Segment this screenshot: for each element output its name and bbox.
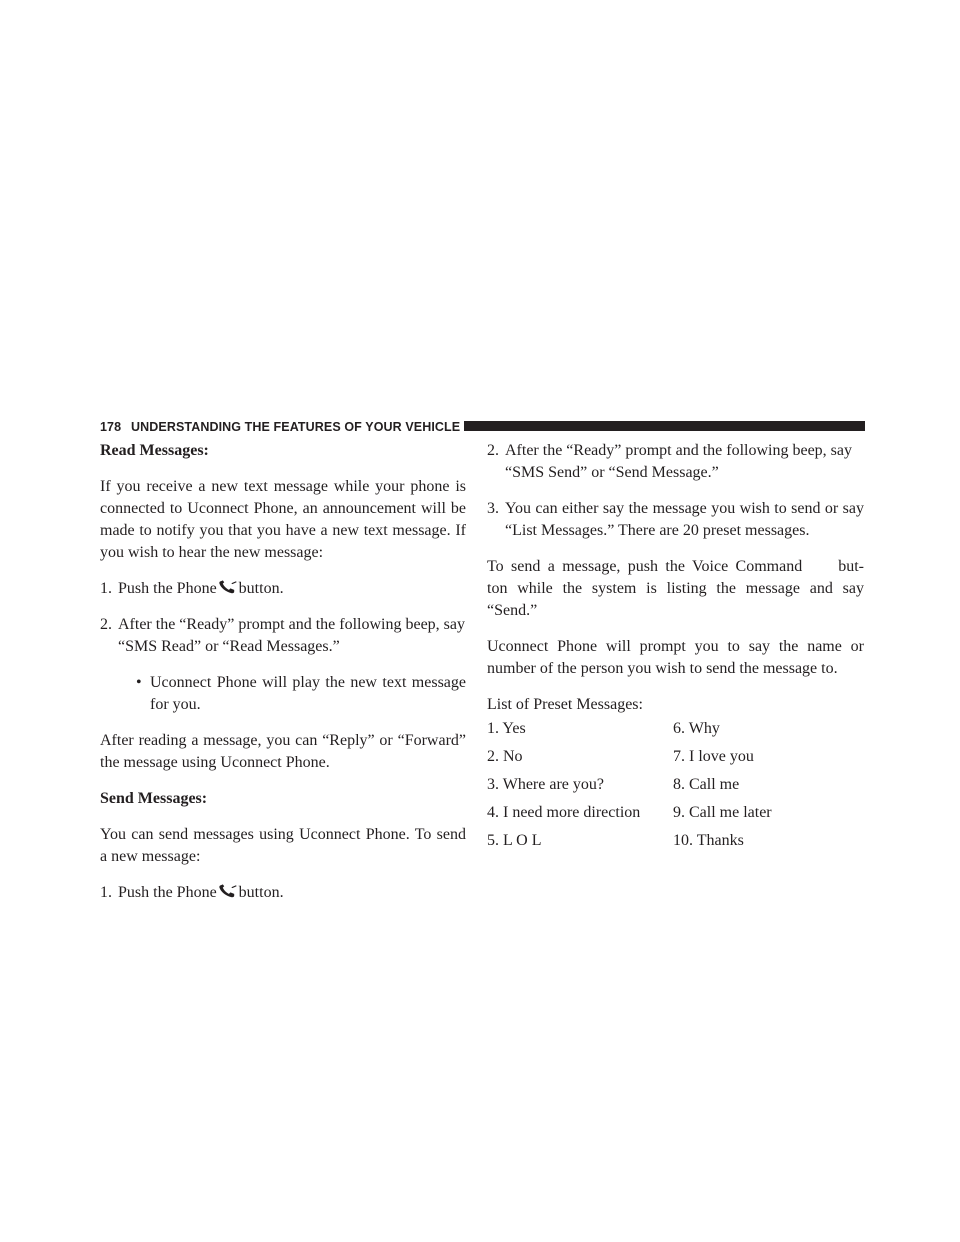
step-text-after: button. xyxy=(238,580,284,597)
header-rule xyxy=(464,421,865,431)
bullet-text: Uconnect Phone will play the new text message for you. xyxy=(150,674,466,713)
preset-row xyxy=(487,746,864,774)
phone-icon xyxy=(219,580,238,594)
read-intro-paragraph: If you receive a new text message while your phone is connected to Uconnect Phone, an announcement will be made to notify you that you have a new text message. If you wish to hear the new message: xyxy=(100,478,466,561)
preset-item: 9. Call me later xyxy=(673,804,772,821)
read-messages-heading: Read Messages: xyxy=(100,442,209,459)
send-intro-paragraph: You can send messages using Uconnect Phone. To send a new message: xyxy=(100,826,466,865)
preset-row xyxy=(487,718,864,746)
read-step-2 xyxy=(100,614,466,658)
preset-list-title: List of Preset Messages: xyxy=(487,696,643,713)
step-text: After the “Ready” prompt and the following beep, say “SMS Send” or “Send Message.” xyxy=(505,442,852,481)
preset-row xyxy=(487,802,864,830)
step-text: Push the Phone xyxy=(118,884,217,901)
bullet-mark: • xyxy=(136,674,142,691)
preset-item: 4. I need more direction xyxy=(487,804,641,821)
preset-item: 5. L O L xyxy=(487,832,542,849)
preset-item: 1. Yes xyxy=(487,720,526,737)
preset-item: 7. I love you xyxy=(673,748,754,765)
step-number: 1. xyxy=(100,580,112,597)
step-text: Push the Phone xyxy=(118,580,217,597)
left-column xyxy=(100,440,466,904)
preset-item: 10. Thanks xyxy=(673,832,744,849)
step-number: 3. xyxy=(487,500,499,517)
after-reading-paragraph: After reading a message, you can “Reply” or “Forward” the message using Uconnect Phone. xyxy=(100,732,466,771)
preset-item: 8. Call me xyxy=(673,776,740,793)
prompt-paragraph: Uconnect Phone will prompt you to say the name or number of the person you wish to send the message to. xyxy=(487,638,864,677)
read-bullet xyxy=(136,672,466,716)
send-step-3 xyxy=(487,498,864,542)
send-messages-heading: Send Messages: xyxy=(100,790,208,807)
preset-row xyxy=(487,830,864,858)
voice-command-text-after: but- ton while the system is listing the message and say “Send.” xyxy=(487,558,864,619)
step-number: 1. xyxy=(100,884,112,901)
voice-command-paragraph xyxy=(487,556,864,622)
phone-icon xyxy=(219,884,238,898)
preset-row xyxy=(487,774,864,802)
voice-command-text: To send a message, push the Voice Command xyxy=(487,558,803,575)
step-text: You can either say the message you wish to send or say “List Messages.” There are 20 preset messages. xyxy=(505,500,864,539)
preset-item: 3. Where are you? xyxy=(487,776,604,793)
preset-list xyxy=(487,718,864,858)
preset-item: 2. No xyxy=(487,748,523,765)
step-text: After the “Ready” prompt and the following beep, say “SMS Read” or “Read Messages.” xyxy=(118,616,465,655)
read-step-1 xyxy=(100,578,466,600)
section-title: UNDERSTANDING THE FEATURES OF YOUR VEHICLE xyxy=(131,420,461,434)
right-column xyxy=(487,440,864,858)
page-header xyxy=(100,418,865,436)
step-number: 2. xyxy=(100,616,112,633)
send-step-2 xyxy=(487,440,864,484)
send-step-1 xyxy=(100,882,466,904)
page-number: 178 xyxy=(100,420,122,434)
preset-item: 6. Why xyxy=(673,720,720,737)
step-text-after: button. xyxy=(238,884,284,901)
step-number: 2. xyxy=(487,442,499,459)
